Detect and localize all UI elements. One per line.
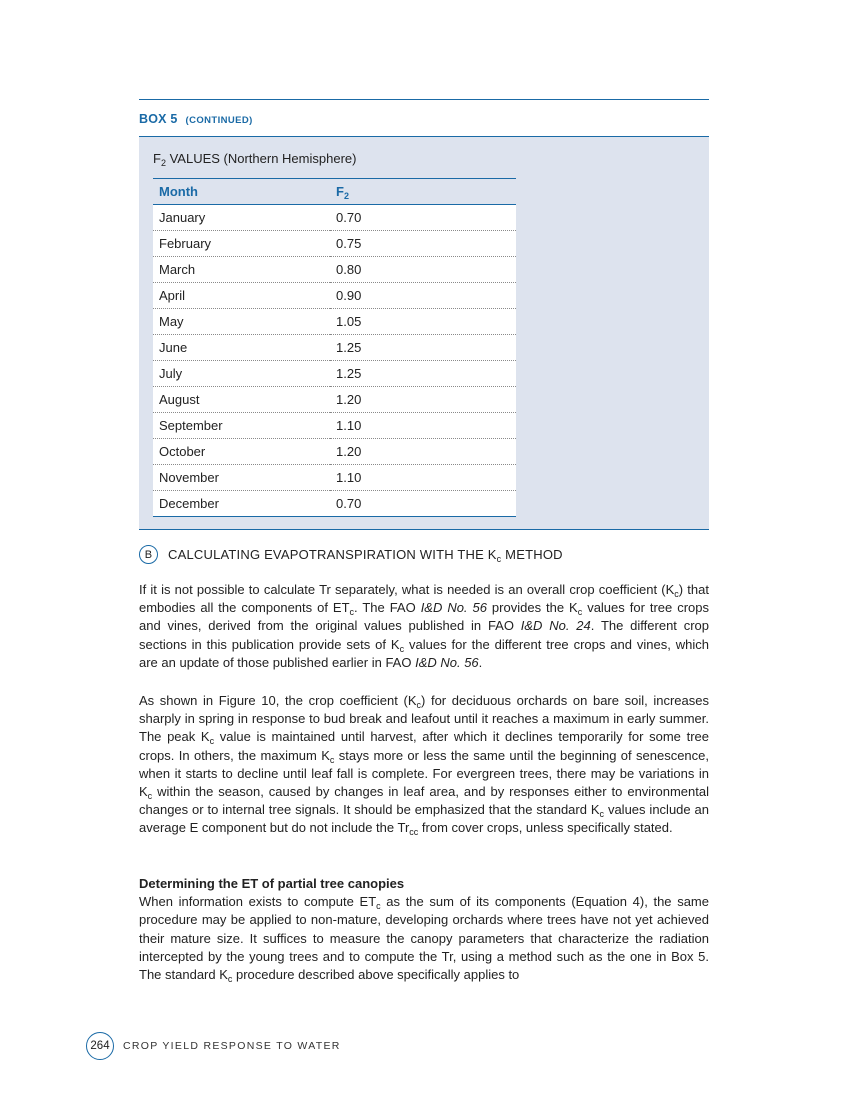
table-row xyxy=(153,439,516,465)
text-run: as the sum of its components (Equation 4), the same procedure may be applied to non-mature, developing orchards where trees have not yet achieved their mature size. It suffices to measure the canopy parameters that characterize the radiation intercepted by the young trees and to compute the Tr, using a method such as the one in Box 5. The standard K xyxy=(139,894,709,983)
page-footer xyxy=(86,1032,341,1060)
month-cell: July xyxy=(153,361,330,387)
f2-value-cell: 0.90 xyxy=(330,283,516,309)
text-run: ) that embodies all the components of ET xyxy=(139,582,709,616)
month-cell: March xyxy=(153,257,330,283)
paragraph-2 xyxy=(139,692,709,838)
text-run: c xyxy=(349,607,355,618)
running-title: CROP YIELD RESPONSE TO WATER xyxy=(123,1040,341,1052)
table-row xyxy=(153,231,516,257)
box-continued-label: (CONTINUED) xyxy=(185,115,253,126)
text-run: values include an average E component but do not include the Tr xyxy=(139,802,709,836)
section-letter-badge: B xyxy=(139,545,158,564)
table-row xyxy=(153,465,516,491)
box-title xyxy=(139,112,253,126)
section-b-title-a: CALCULATING EVAPOTRANSPIRATION WITH THE K xyxy=(168,547,497,562)
text-run: c xyxy=(376,901,381,912)
text-run: . The different crop sections in this publication provide sets of K xyxy=(139,618,710,652)
text-run: As shown in Figure 10, the crop coefficient (K xyxy=(139,693,417,708)
table-header-row xyxy=(153,179,516,205)
text-run: c xyxy=(674,589,679,599)
month-cell: May xyxy=(153,309,330,335)
text-run: stays more or less the same until the beginning of senescence, when it starts to decline until leaf fall is complete. For evergreen trees, there may be variations in K xyxy=(139,747,709,800)
month-cell: April xyxy=(153,283,330,309)
f2-value-cell: 1.25 xyxy=(330,361,516,387)
header-month: Month xyxy=(153,179,330,205)
box-title-label: BOX 5 xyxy=(139,112,178,126)
section-b-heading xyxy=(139,545,563,564)
paragraph-3-block xyxy=(139,875,709,984)
text-run: value is maintained until harvest, after which it declines temporarily for some tree crops. In others, the maximum K xyxy=(139,729,709,763)
caption-rest: VALUES (Northern Hemisphere) xyxy=(165,151,357,166)
text-run: from cover crops, unless specifically stated. xyxy=(418,820,673,836)
text-run: values for tree crops and vines, derived from the original values published in FAO xyxy=(139,600,710,634)
text-run: I&D No. 56 xyxy=(415,654,479,670)
text-run: I&D No. 56 xyxy=(420,600,487,616)
page-number: 264 xyxy=(86,1032,114,1060)
month-cell: February xyxy=(153,231,330,257)
text-run: . xyxy=(478,654,483,670)
header-f2 xyxy=(330,179,516,205)
month-cell: November xyxy=(153,465,330,491)
text-run: ) for deciduous orchards on bare soil, increases sharply in spring in response to bud break and leafout until it reaches a maximum in early summer. The peak K xyxy=(139,693,709,745)
text-run: cc xyxy=(409,827,419,838)
month-cell: October xyxy=(153,439,330,465)
f2-value-cell: 1.20 xyxy=(330,439,516,465)
f2-value-cell: 0.70 xyxy=(330,491,516,517)
table-caption xyxy=(153,151,356,166)
table-row xyxy=(153,283,516,309)
text-run: c xyxy=(399,643,405,654)
text-run: c xyxy=(147,791,153,802)
text-run: within the season, caused by changes in leaf area, and by responses either to environmental changes or to internal tree signals. It should be emphasized that the standard K xyxy=(139,784,709,818)
table-row xyxy=(153,205,516,231)
section-b-title-b: METHOD xyxy=(501,547,563,562)
month-cell: December xyxy=(153,491,330,517)
text-run: When information exists to compute ET xyxy=(139,894,377,910)
text-run: provides the K xyxy=(486,600,578,616)
section-b-title-sub: c xyxy=(496,554,502,564)
f2-value-cell: 0.80 xyxy=(330,257,516,283)
month-cell: June xyxy=(153,335,330,361)
caption-f: F xyxy=(153,151,161,166)
text-run: c xyxy=(329,754,335,765)
paragraph-3 xyxy=(139,893,709,984)
table-row xyxy=(153,413,516,439)
section-b-title xyxy=(168,547,563,562)
table-row xyxy=(153,387,516,413)
header-f: F xyxy=(336,184,344,199)
text-run: c xyxy=(577,607,583,618)
box-panel xyxy=(139,136,709,530)
f2-value-cell: 1.20 xyxy=(330,387,516,413)
text-run: c xyxy=(227,974,233,985)
table-body xyxy=(153,205,516,517)
text-run: c xyxy=(416,700,421,710)
month-cell: January xyxy=(153,205,330,231)
f2-values-table xyxy=(153,178,516,517)
text-run: c xyxy=(599,809,605,820)
caption-f-sub: 2 xyxy=(160,158,166,168)
f2-value-cell: 1.25 xyxy=(330,335,516,361)
text-run: values for the different tree crops and vines, which are an update of those published earlier in FAO xyxy=(139,636,709,670)
table-row xyxy=(153,309,516,335)
table-row xyxy=(153,257,516,283)
text-run: If it is not possible to calculate Tr separately, what is needed is an overall crop coefficient (K xyxy=(139,582,675,597)
f2-value-cell: 1.10 xyxy=(330,465,516,491)
table-row xyxy=(153,491,516,517)
table-row xyxy=(153,361,516,387)
month-cell: September xyxy=(153,413,330,439)
text-run: c xyxy=(209,736,215,747)
text-run: I&D No. 24 xyxy=(520,618,591,634)
paragraph-1 xyxy=(139,581,709,672)
box-top-rule xyxy=(139,99,709,100)
f2-value-cell: 1.05 xyxy=(330,309,516,335)
header-f-sub: 2 xyxy=(343,191,349,201)
f2-value-cell: 0.70 xyxy=(330,205,516,231)
text-run: . The FAO xyxy=(354,600,421,616)
text-run: procedure described above specifically applies to xyxy=(232,967,520,983)
f2-value-cell: 1.10 xyxy=(330,413,516,439)
table-row xyxy=(153,335,516,361)
subheading-partial-canopies: Determining the ET of partial tree canopies xyxy=(139,876,405,891)
f2-value-cell: 0.75 xyxy=(330,231,516,257)
month-cell: August xyxy=(153,387,330,413)
